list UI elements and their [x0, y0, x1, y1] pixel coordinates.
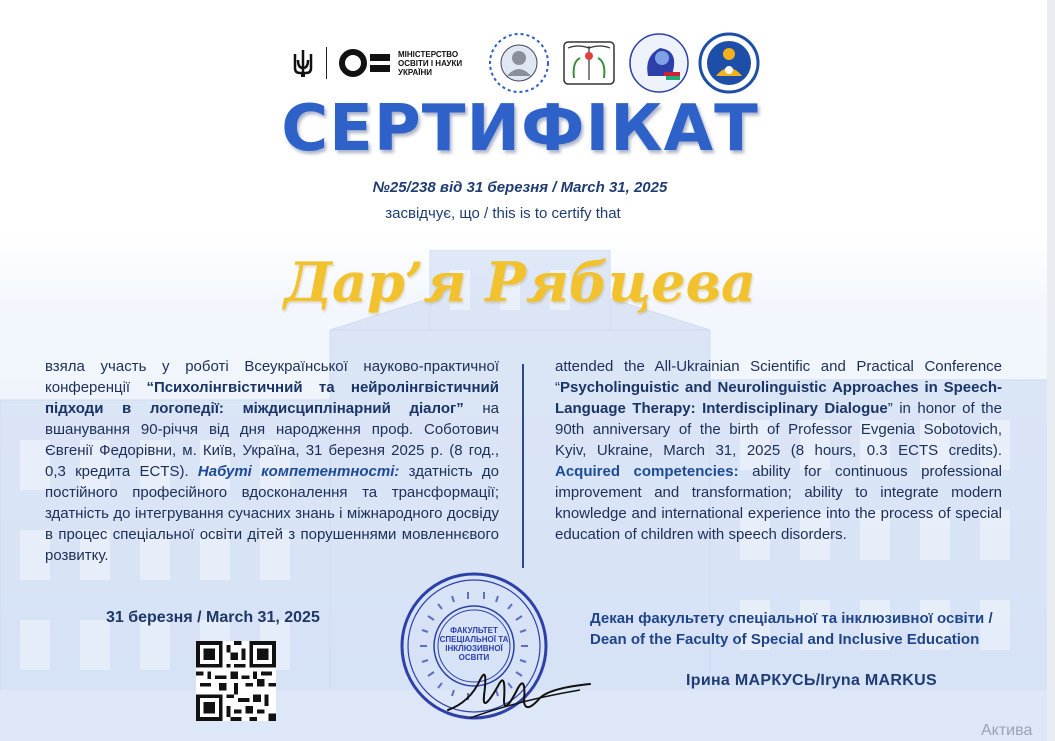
uk-text-part: на вшанування 90-річчя від дня народження проф. Соботович Євгенії Федорівни, м. Київ, Україна, 31 березня 2025 р. (8 год., 0,3 кредита ECTS).: [45, 400, 499, 480]
dean-signature-icon: [440, 640, 600, 722]
certify-line: засвідчує, що / this is to certify that: [385, 205, 621, 222]
scrollbar-track[interactable]: [1047, 0, 1055, 741]
uk-conference-title: “Психолінгвістичний та нейролінгвістичний підходи в логопедії: міждисциплінарний діалог”: [45, 379, 499, 417]
dean-name: Ірина МАРКУСЬ/Iryna MARKUS: [686, 672, 937, 689]
ministry-logo-icon: [339, 49, 390, 77]
uk-competencies-label: Набуті компетентності:: [197, 463, 400, 480]
en-conference-title: Psycholinguistic and Neurolinguistic Approaches in Speech-Language Therapy: Interdisciplinary Dialogue: [555, 379, 1002, 417]
column-divider: [522, 364, 524, 568]
ukraine-trident-icon: [292, 48, 314, 78]
ukrainian-text-block: [45, 356, 499, 566]
neuro-head-emblem-icon: [628, 32, 690, 94]
logo-separator: [326, 47, 327, 79]
en-competencies-label: Acquired competencies:: [555, 463, 739, 480]
ministry-name: МІНІСТЕРСТВО ОСВІТИ І НАУКИ УКРАЇНИ: [398, 49, 463, 77]
uk-text-part: взяла участь у роботі Всеукраїнської науково-практичної конференції: [45, 358, 499, 396]
en-text-part: attended the All-Ukrainian Scientific and Practical Conference “: [555, 358, 1002, 396]
activation-watermark: Актива: [981, 722, 1033, 739]
qr-code-icon[interactable]: [196, 641, 276, 721]
certificate-title: СЕРТИФІКАТ: [281, 92, 759, 166]
university-emblem-icon: [488, 32, 550, 94]
stamp-center-text: ФАКУЛЬТЕТ СПЕЦІАЛЬНОЇ ТА ІНКЛЮЗИВНОЇ ОСВІТИ: [439, 626, 509, 662]
hands-book-emblem-icon: [558, 32, 620, 94]
recipient-name: Дар’я Рябцева: [283, 250, 757, 314]
uk-competencies-text: здатність до постійного професійного вдосконалення та трансформації; здатність до інтегрування сучасних знань і міжнародного досвіду в процес спеціальної освіти дітей з порушеннями мовленнєвого розвитку.: [45, 463, 499, 564]
logo-row: [292, 32, 760, 94]
en-competencies-text: ability for continuous professional improvement and transformation; ability to integrate modern knowledge and international experience into the process of special education of children with speech disorders.: [555, 463, 1002, 543]
en-text-part: ” in honor of the 90th anniversary of the birth of Professor Evgenia Sobotovich, Kyiv, Ukraine, March 31, 2025 (8 hours, 0.3 ECTS credits).: [555, 400, 1002, 459]
certificate-number: №25/238 від 31 березня / March 31, 2025: [372, 179, 668, 196]
english-text-block: [555, 356, 1002, 545]
issue-date: 31 березня / March 31, 2025: [106, 609, 320, 626]
family-emblem-icon: [698, 32, 760, 94]
dean-title: Декан факультету спеціальної та інклюзивної освіти / Dean of the Faculty of Special and Inclusive Education: [590, 610, 993, 648]
